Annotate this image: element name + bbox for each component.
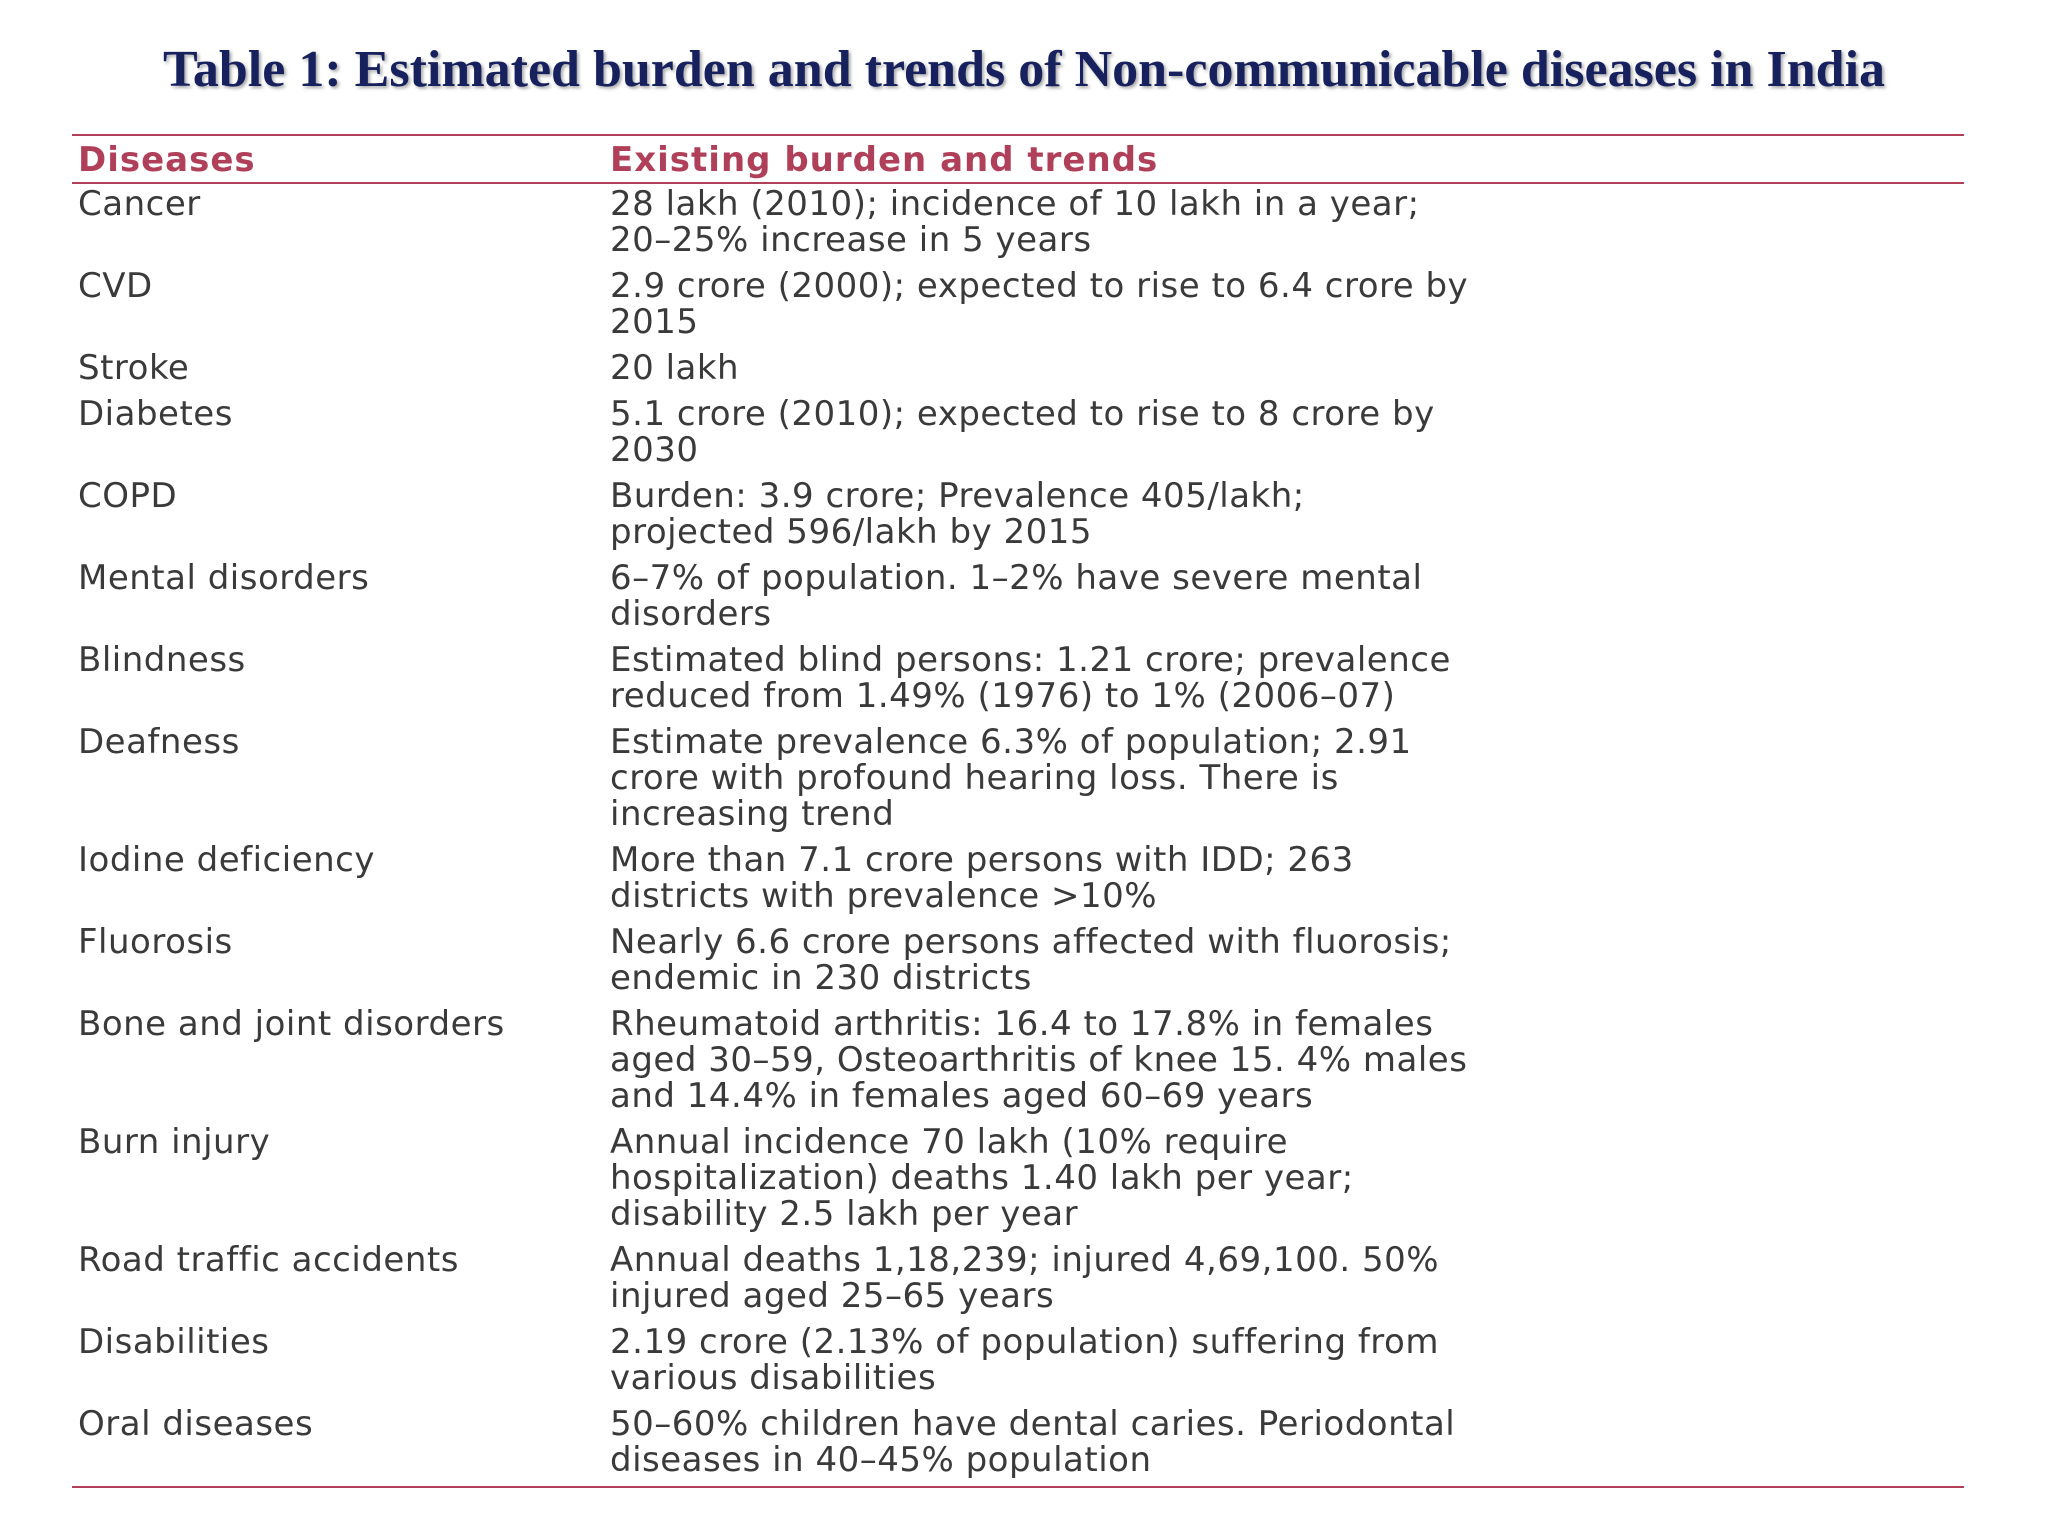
table-row — [72, 183, 1964, 266]
table-row — [72, 640, 1964, 722]
disease-name-cell: Stroke — [78, 348, 190, 388]
burden-line: reduced from 1.49% (1976) to 1% (2006–07) — [610, 676, 1396, 716]
burden-cell — [604, 266, 1964, 348]
burden-cell — [604, 183, 1964, 266]
header-diseases: Diseases — [72, 135, 604, 183]
disease-name-cell: Disabilities — [78, 1322, 270, 1362]
burden-line: Nearly 6.6 crore persons affected with fluorosis; — [610, 922, 1452, 962]
burden-line: 2030 — [610, 430, 699, 470]
table-header-row — [72, 135, 1964, 183]
burden-line: crore with profound hearing loss. There is — [610, 758, 1339, 798]
table-row — [72, 1404, 1964, 1487]
table-body — [72, 183, 1964, 1487]
burden-cell — [604, 1240, 1964, 1322]
burden-line: increasing trend — [610, 794, 895, 834]
burden-line: districts with prevalence >10% — [610, 876, 1158, 916]
burden-line: 2015 — [610, 302, 699, 342]
table-row — [72, 840, 1964, 922]
table-row — [72, 1122, 1964, 1240]
header-existing-burden: Existing burden and trends — [604, 135, 1964, 183]
table-row — [72, 348, 1964, 394]
burden-line: Annual incidence 70 lakh (10% require — [610, 1122, 1289, 1162]
burden-line: hospitalization) deaths 1.40 lakh per year; — [610, 1158, 1354, 1198]
table-row — [72, 922, 1964, 1004]
table-row — [72, 266, 1964, 348]
disease-name-cell: Diabetes — [78, 394, 233, 434]
burden-line: diseases in 40–45% population — [610, 1440, 1152, 1480]
burden-line: disability 2.5 lakh per year — [610, 1194, 1079, 1234]
burden-line: 20–25% increase in 5 years — [610, 220, 1092, 260]
page-title: Table 1: Estimated burden and trends of Non-communicable diseases in India — [162, 41, 1886, 98]
burden-cell — [604, 1322, 1964, 1404]
table-row — [72, 476, 1964, 558]
disease-name-cell: Deafness — [78, 722, 240, 762]
burden-line: injured aged 25–65 years — [610, 1276, 1055, 1316]
table-row — [72, 394, 1964, 476]
burden-line: More than 7.1 crore persons with IDD; 263 — [610, 840, 1354, 880]
burden-cell — [604, 1122, 1964, 1240]
table-row — [72, 1004, 1964, 1122]
disease-name-cell: Bone and joint disorders — [78, 1004, 505, 1044]
burden-cell — [604, 922, 1964, 1004]
ncd-burden-table-container — [72, 134, 1964, 1488]
burden-line: 2.9 crore (2000); expected to rise to 6.4 crore by — [610, 266, 1469, 306]
burden-line: 20 lakh — [610, 348, 740, 388]
burden-line: various disabilities — [610, 1358, 937, 1398]
disease-name-cell: Cancer — [78, 184, 201, 224]
burden-cell — [604, 394, 1964, 476]
burden-line: 28 lakh (2010); incidence of 10 lakh in a year; — [610, 184, 1420, 224]
disease-name-cell: Oral diseases — [72, 1404, 604, 1487]
burden-line: Burden: 3.9 crore; Prevalence 405/lakh; — [610, 476, 1305, 516]
disease-name-cell: Burn injury — [78, 1122, 271, 1162]
burden-line: Estimated blind persons: 1.21 crore; prevalence — [610, 640, 1451, 680]
disease-name-cell: Mental disorders — [78, 558, 370, 598]
burden-cell — [604, 558, 1964, 640]
disease-name-cell: Iodine deficiency — [78, 840, 375, 880]
burden-line: Annual deaths 1,18,239; injured 4,69,100. 50% — [610, 1240, 1440, 1280]
burden-line: 6–7% of population. 1–2% have severe mental — [610, 558, 1423, 598]
burden-line: disorders — [610, 594, 772, 634]
burden-cell — [604, 640, 1964, 722]
disease-name-cell: COPD — [78, 476, 178, 516]
burden-cell — [604, 348, 1964, 394]
table-row — [72, 722, 1964, 840]
burden-line: endemic in 230 districts — [610, 958, 1032, 998]
disease-name-cell: Blindness — [78, 640, 246, 680]
ncd-burden-table — [72, 134, 1964, 1488]
burden-line: 5.1 crore (2010); expected to rise to 8 crore by — [610, 394, 1435, 434]
burden-line: 50–60% children have dental caries. Periodontal — [610, 1404, 1456, 1444]
disease-name-cell: Fluorosis — [78, 922, 233, 962]
burden-line: 2.19 crore (2.13% of population) suffering from — [610, 1322, 1439, 1362]
burden-cell — [604, 1404, 1964, 1487]
table-row — [72, 1240, 1964, 1322]
burden-line: Rheumatoid arthritis: 16.4 to 17.8% in females — [610, 1004, 1434, 1044]
table-row — [72, 558, 1964, 640]
table-row — [72, 1322, 1964, 1404]
burden-cell — [604, 1004, 1964, 1122]
burden-cell — [604, 722, 1964, 840]
burden-cell — [604, 476, 1964, 558]
burden-line: and 14.4% in females aged 60–69 years — [610, 1076, 1314, 1116]
disease-name-cell: CVD — [78, 266, 153, 306]
burden-line: aged 30–59, Osteoarthritis of knee 15. 4% males — [610, 1040, 1468, 1080]
burden-line: projected 596/lakh by 2015 — [610, 512, 1093, 552]
disease-name-cell: Road traffic accidents — [78, 1240, 459, 1280]
burden-line: Estimate prevalence 6.3% of population; 2.91 — [610, 722, 1412, 762]
burden-cell — [604, 840, 1964, 922]
